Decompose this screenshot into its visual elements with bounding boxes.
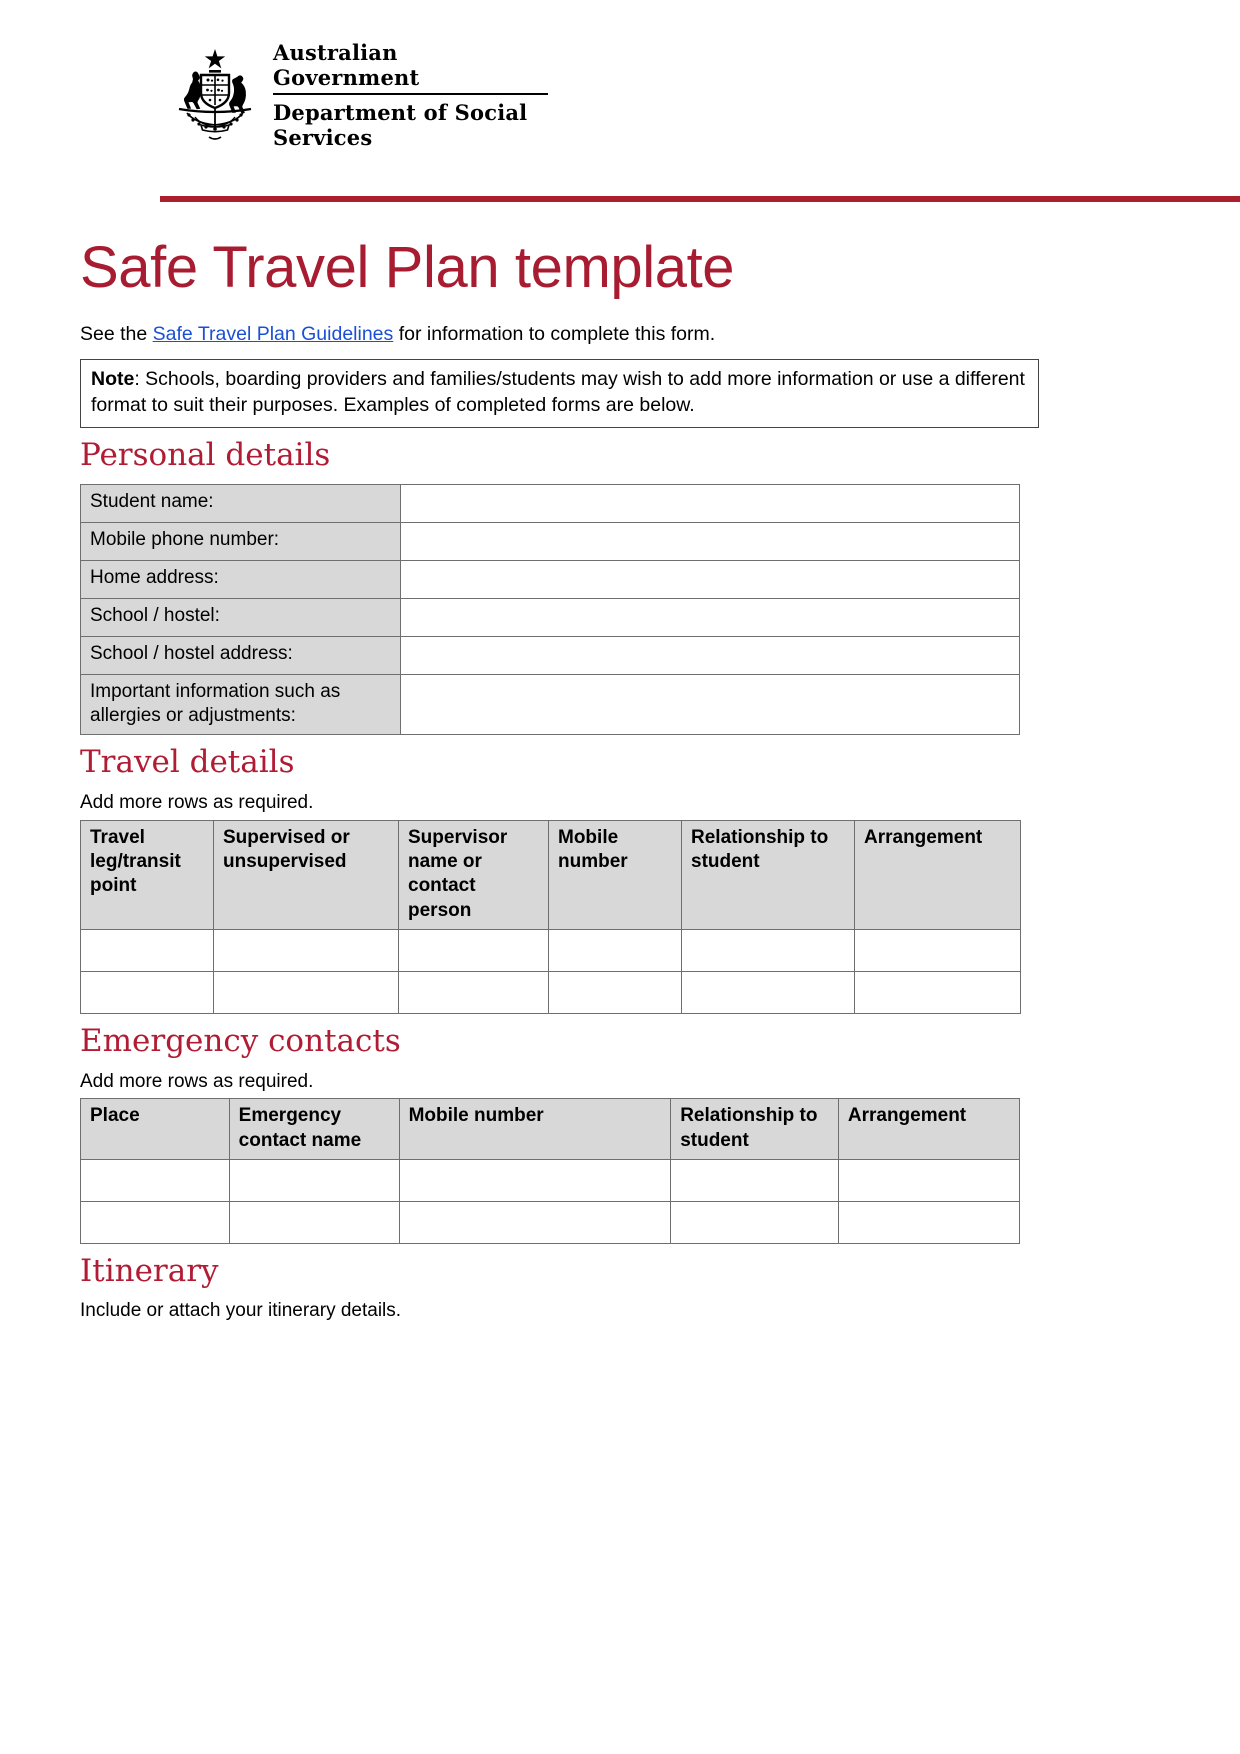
cell-arrangement[interactable] bbox=[855, 971, 1021, 1013]
cell-arrangement[interactable] bbox=[838, 1201, 1019, 1243]
field-value-home-address[interactable] bbox=[401, 560, 1020, 598]
department-name-text: Department of Social Services bbox=[273, 100, 528, 150]
column-header-mobile-number: Mobile number bbox=[549, 820, 682, 929]
cell-supervisor-name[interactable] bbox=[399, 971, 549, 1013]
table-header-row bbox=[81, 820, 1021, 929]
cell-mobile-number[interactable] bbox=[549, 971, 682, 1013]
field-label-school-hostel-address: School / hostel address: bbox=[81, 636, 401, 674]
table-row bbox=[81, 1159, 1020, 1201]
table-row bbox=[81, 636, 1020, 674]
cell-place[interactable] bbox=[81, 1201, 230, 1243]
cell-relationship[interactable] bbox=[682, 929, 855, 971]
cell-travel-leg[interactable] bbox=[81, 929, 214, 971]
cell-supervisor-name[interactable] bbox=[399, 929, 549, 971]
table-header-row bbox=[81, 1099, 1020, 1160]
column-header-mobile-number: Mobile number bbox=[399, 1099, 671, 1160]
column-header-travel-leg: Travel leg/transit point bbox=[81, 820, 214, 929]
government-wordmark bbox=[273, 40, 548, 150]
section-heading-emergency-contacts: Emergency contacts bbox=[80, 1022, 401, 1059]
column-header-relationship-to-student: Relationship to student bbox=[671, 1099, 839, 1160]
cell-supervised[interactable] bbox=[214, 929, 399, 971]
cell-place[interactable] bbox=[81, 1159, 230, 1201]
column-header-arrangement: Arrangement bbox=[855, 820, 1021, 929]
section-heading-itinerary: Itinerary bbox=[80, 1252, 219, 1289]
cell-mobile-number[interactable] bbox=[399, 1159, 671, 1201]
field-label-important-information: Important information such as allergies or adjustments: bbox=[81, 674, 401, 735]
australian-coat-of-arms-icon bbox=[165, 45, 265, 145]
cell-mobile-number[interactable] bbox=[399, 1201, 671, 1243]
cell-relationship[interactable] bbox=[671, 1201, 839, 1243]
page-title: Safe Travel Plan template bbox=[80, 235, 735, 300]
column-header-place: Place bbox=[81, 1099, 230, 1160]
cell-emergency-contact-name[interactable] bbox=[229, 1201, 399, 1243]
field-label-school-hostel: School / hostel: bbox=[81, 598, 401, 636]
travel-details-table bbox=[80, 820, 1021, 1014]
field-value-school-hostel[interactable] bbox=[401, 598, 1020, 636]
table-row bbox=[81, 1201, 1020, 1243]
intro-paragraph bbox=[80, 321, 1155, 347]
cell-supervised[interactable] bbox=[214, 971, 399, 1013]
cell-arrangement[interactable] bbox=[838, 1159, 1019, 1201]
itinerary-text: Include or attach your itinerary details. bbox=[80, 1300, 402, 1322]
intro-text-before: See the bbox=[80, 322, 153, 345]
table-row bbox=[81, 971, 1021, 1013]
cell-emergency-contact-name[interactable] bbox=[229, 1159, 399, 1201]
helper-text-travel-details: Add more rows as required. bbox=[80, 791, 314, 813]
government-branding bbox=[165, 40, 548, 150]
emergency-contacts-table bbox=[80, 1098, 1020, 1244]
column-header-supervisor-name: Supervisor name or contact person bbox=[399, 820, 549, 929]
intro-text-after: for information to complete this form. bbox=[393, 322, 716, 345]
table-row bbox=[81, 929, 1021, 971]
column-header-emergency-contact-name: Emergency contact name bbox=[229, 1099, 399, 1160]
brand-divider-rule bbox=[160, 196, 1240, 202]
document-body bbox=[80, 235, 1155, 1328]
field-value-school-hostel-address[interactable] bbox=[401, 636, 1020, 674]
table-row bbox=[81, 598, 1020, 636]
field-label-home-address: Home address: bbox=[81, 560, 401, 598]
section-heading-travel-details: Travel details bbox=[80, 744, 295, 781]
cell-relationship[interactable] bbox=[682, 971, 855, 1013]
table-row bbox=[81, 522, 1020, 560]
column-header-arrangement: Arrangement bbox=[838, 1099, 1019, 1160]
note-callout bbox=[80, 359, 1039, 428]
field-value-mobile-phone-number[interactable] bbox=[401, 522, 1020, 560]
table-row bbox=[81, 560, 1020, 598]
section-heading-personal-details: Personal details bbox=[80, 437, 331, 474]
table-row bbox=[81, 484, 1020, 522]
cell-arrangement[interactable] bbox=[855, 929, 1021, 971]
helper-text-emergency-contacts: Add more rows as required. bbox=[80, 1070, 314, 1092]
column-header-relationship-to-student: Relationship to student bbox=[682, 820, 855, 929]
safe-travel-plan-guidelines-link[interactable]: Safe Travel Plan Guidelines bbox=[152, 322, 394, 345]
column-header-supervised-or-unsupervised: Supervised or unsupervised bbox=[214, 820, 399, 929]
cell-travel-leg[interactable] bbox=[81, 971, 214, 1013]
field-label-student-name: Student name: bbox=[81, 484, 401, 522]
cell-mobile-number[interactable] bbox=[549, 929, 682, 971]
personal-details-table bbox=[80, 484, 1020, 736]
field-value-student-name[interactable] bbox=[401, 484, 1020, 522]
note-text: : Schools, boarding providers and families/students may wish to add more information or use a different format to suit their purposes. Examples of completed forms are below. bbox=[91, 368, 1025, 417]
table-row bbox=[81, 674, 1020, 735]
australian-government-text: Australian Government bbox=[273, 40, 548, 95]
cell-relationship[interactable] bbox=[671, 1159, 839, 1201]
note-label: Note bbox=[91, 368, 135, 391]
field-value-important-information[interactable] bbox=[401, 674, 1020, 735]
field-label-mobile-phone-number: Mobile phone number: bbox=[81, 522, 401, 560]
